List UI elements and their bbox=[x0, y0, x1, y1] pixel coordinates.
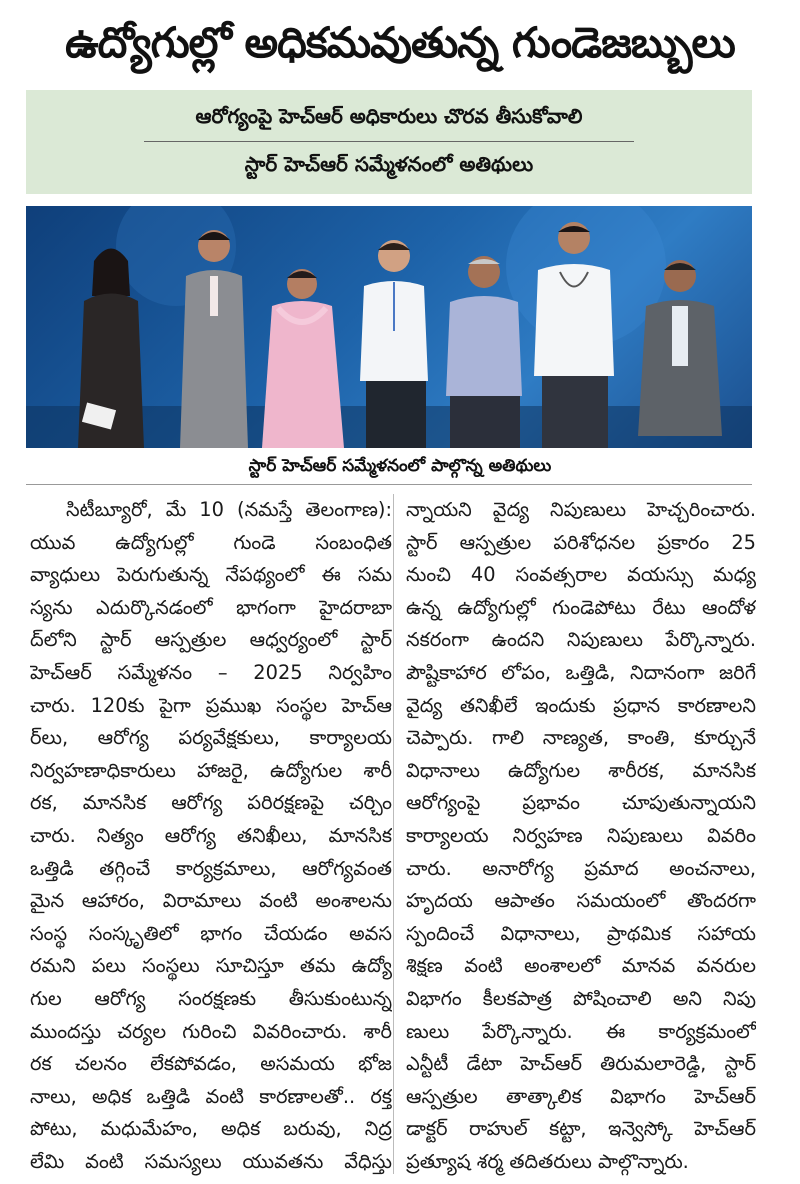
event-photo bbox=[26, 206, 752, 448]
article-line: విభాగం కీలకపాత్ర పోషించాలి అని నిపు bbox=[406, 986, 756, 1010]
column-divider bbox=[393, 494, 394, 1174]
article-line: ఒత్తిడి తగ్గించే కార్యక్రమాలు, ఆరోగ్యవంత bbox=[30, 856, 392, 880]
article-line: సిటీబ్యూరో, మే 10 (నమస్తే తెలంగాణ): bbox=[66, 498, 392, 521]
article-line: విధానాలు ఉద్యోగుల శారీరక, మానసిక bbox=[406, 758, 756, 782]
article-line: పోటు, మధుమేహం, అధిక బరువు, నిద్ర bbox=[30, 1117, 392, 1141]
subheadline-1: ఆరోగ్యంపై హెచ్ఆర్ అధికారులు చొరవ తీసుకోవాలి bbox=[195, 104, 583, 128]
caption-divider bbox=[26, 484, 752, 485]
article-line: హృదయ ఆపాతం సమయంలో తొందరగా bbox=[406, 889, 756, 913]
article-line: రక, మానసిక ఆరోగ్య పరిరక్షణపై చర్చిం bbox=[30, 791, 392, 815]
article-line: పౌష్టికాహార లోపం, ఒత్తిడి, నిదానంగా జరిగే bbox=[406, 660, 756, 684]
article-headline: ఉద్యోగుల్లో అధికమవుతున్న గుండెజబ్బులు bbox=[65, 18, 735, 67]
article-line: స్పందించే విధానాలు, ప్రాథమిక సహాయ bbox=[406, 921, 756, 945]
article-line: న్నాయని వైద్య నిపుణులు హెచ్చరించారు. bbox=[406, 498, 756, 521]
article-line: ణులు పేర్కొన్నారు. ఈ కార్యక్రమంలో bbox=[406, 1019, 756, 1043]
article-column-left bbox=[30, 494, 392, 1178]
guest-4 bbox=[360, 240, 428, 448]
article-line: డాక్టర్ రాహుల్ కట్టా, ఇన్వెస్కో హెచ్ఆర్ bbox=[406, 1117, 756, 1141]
article-line: ర్‌లు, ఆరోగ్య పర్యవేక్షకులు, కార్యాలయ bbox=[30, 726, 392, 750]
article-line: వైద్య తనిఖీలే ఇందుకు ప్రధాన కారణాలని bbox=[406, 693, 756, 717]
article-line: స్టార్ ఆస్పత్రుల పరిశోధనల ప్రకారం 25 bbox=[406, 530, 756, 554]
article-line: రమని పలు సంస్థలు సూచిస్తూ తమ ఉద్యో bbox=[30, 954, 392, 978]
article-line: నిర్వహణాధికారులు హాజరై, ఉద్యోగుల శారీ bbox=[30, 758, 392, 782]
article-line: నాలు, అధిక ఒత్తిడి వంటి కారణాలతో.. రక్త bbox=[30, 1084, 392, 1108]
article-line: సంస్థ సంస్కృతిలో భాగం చేయడం అవస bbox=[30, 921, 392, 945]
event-photo-illustration bbox=[26, 206, 752, 448]
article-line: ఎన్టీటీ డేటా హెచ్ఆర్ తిరుమలారెడ్డి, స్టార్ bbox=[406, 1052, 756, 1076]
article-line: హెచ్ఆర్ సమ్మేళనం – 2025 నిర్వహిం bbox=[30, 660, 392, 684]
subheadline-band bbox=[26, 90, 752, 194]
article-line: వ్యాధులు పెరుగుతున్న నేపథ్యంలో ఈ సమ bbox=[30, 563, 392, 587]
article-line: ఆరోగ్యంపై ప్రభావం చూపుతున్నాయని bbox=[406, 791, 756, 815]
article-line: చారు. 120కు పైగా ప్రముఖ సంస్థల హెచ్ఆ bbox=[30, 693, 392, 717]
article-line: ద్‌లోని స్టార్ ఆస్పత్రుల ఆధ్వర్యంలో స్టార్ bbox=[30, 628, 392, 652]
article-line: చారు. అనారోగ్య ప్రమాద అంచనాలు, bbox=[406, 856, 756, 880]
article-line: రక చలనం లేకపోవడం, అసమయ భోజ bbox=[30, 1052, 392, 1076]
subheadline-divider bbox=[144, 141, 634, 142]
article-line: యువ ఉద్యోగుల్లో గుండె సంబంధిత bbox=[30, 530, 392, 554]
article-line: ముందస్తు చర్యల గురించి వివరించారు. శారీ bbox=[30, 1019, 392, 1043]
article-line: లేమి వంటి సమస్యలు యువతను వేధిస్తు bbox=[30, 1149, 392, 1173]
article-line: చెప్పారు. గాలి నాణ్యత, కాంతి, కూర్చునే bbox=[406, 726, 756, 750]
article-line: స్యను ఎదుర్కొనడంలో భాగంగా హైదరాబా bbox=[30, 595, 392, 619]
article-line: గుల ఆరోగ్య సంరక్షణకు తీసుకుంటున్న bbox=[30, 986, 392, 1010]
subheadline-2: స్టార్ హెచ్ఆర్ సమ్మేళనంలో అతిథులు bbox=[244, 152, 534, 176]
photo-caption: స్టార్ హెచ్ఆర్ సమ్మేళనంలో పాల్గొన్న అతిథులు bbox=[248, 456, 552, 476]
article-line: ఆస్పత్రుల తాత్కాలిక విభాగం హెచ్ఆర్ bbox=[406, 1084, 756, 1108]
article-line: నకరంగా ఉందని నిపుణులు పేర్కొన్నారు. bbox=[406, 628, 756, 652]
article-column-right bbox=[406, 494, 756, 1178]
article-line: నుంచి 40 సంవత్సరాల వయస్సు మధ్య bbox=[406, 563, 756, 587]
article-line: ప్రత్యూష శర్మ తదితరులు పాల్గొన్నారు. bbox=[406, 1149, 689, 1173]
article-line: చారు. నిత్యం ఆరోగ్య తనిఖీలు, మానసిక bbox=[30, 823, 392, 847]
article-line: కార్యాలయ నిర్వహణ నిపుణులు వివరిం bbox=[406, 823, 756, 847]
guest-3 bbox=[262, 269, 344, 448]
article-line: శిక్షణ వంటి అంశాలలో మానవ వనరుల bbox=[406, 954, 756, 978]
article-line: మైన ఆహారం, విరామాలు వంటి అంశాలను bbox=[30, 889, 392, 913]
article-line: ఉన్న ఉద్యోగుల్లో గుండెపోటు రేటు ఆందోళ bbox=[406, 595, 756, 619]
